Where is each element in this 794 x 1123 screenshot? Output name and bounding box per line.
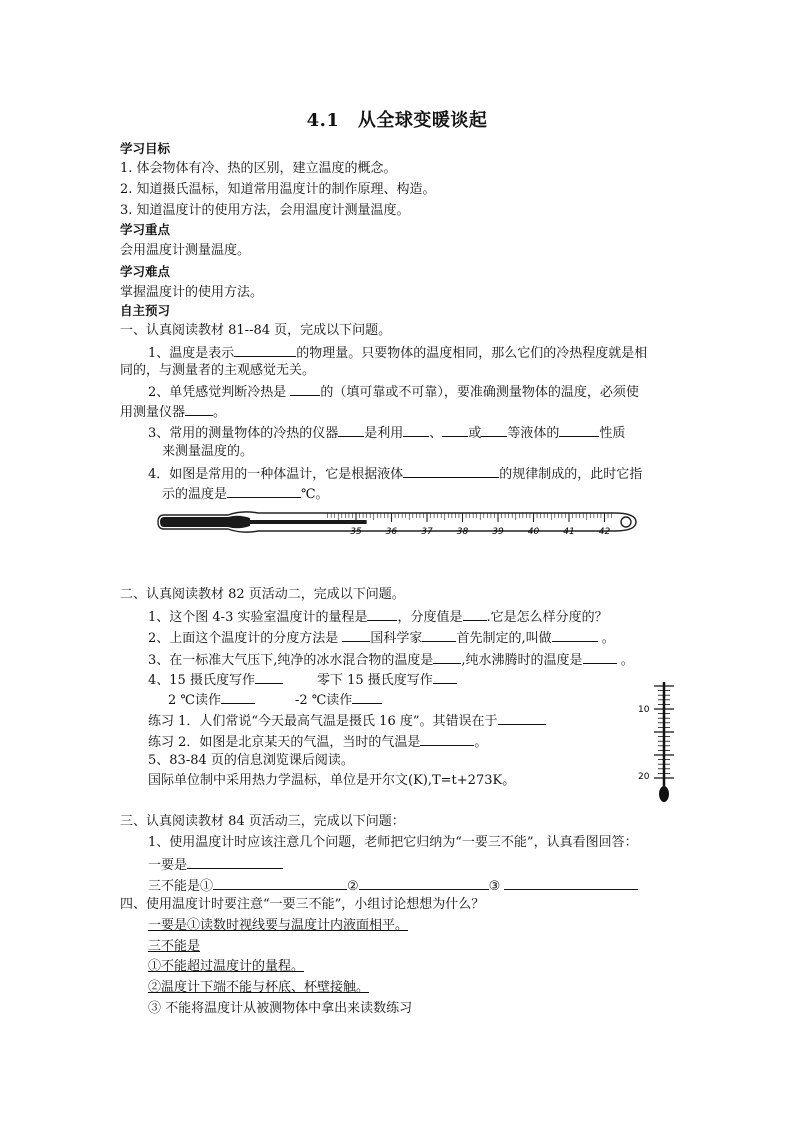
answer-blank[interactable] — [433, 650, 461, 664]
answer-blank[interactable] — [338, 423, 364, 437]
answer-blank[interactable] — [187, 855, 283, 869]
thermometer-bulb — [160, 516, 250, 529]
difficulty-heading: 学习难点 — [120, 264, 171, 279]
answer-blank[interactable] — [290, 382, 320, 396]
answer-blank[interactable] — [433, 670, 457, 684]
answer-blank[interactable] — [367, 607, 397, 621]
section2-heading: 二、认真阅读教材 82 页活动二，完成以下问题。 — [120, 587, 405, 602]
tick-label-39: 39 — [492, 527, 504, 537]
s4-line4: ②温度计下端不能与杯底、杯壁接触。 — [148, 980, 370, 995]
s4-line5: ③ 不能将温度计从被测物体中拿出来读数练习 — [148, 1001, 413, 1016]
clinical-thermometer-figure — [158, 505, 644, 541]
tick-marks — [654, 686, 674, 778]
answer-blank[interactable] — [359, 876, 489, 890]
answer-blank[interactable] — [583, 650, 617, 664]
tick-label-36: 36 — [385, 527, 398, 537]
s2-exercise2: 练习 2．如图是北京某天的气温，当时的气温是 。 — [148, 732, 487, 752]
s1-q4-line1: 4．如图是常用的一种体温计，它是根据液体 的规律制成的，此时它指 — [148, 464, 642, 484]
thermometer-cap — [621, 517, 631, 527]
s2-kelvin-note: 国际单位制中采用热力学温标，单位是开尔文(K),T=t+273K。 — [148, 773, 516, 788]
s3-one-requirement: 一要是 — [148, 855, 283, 875]
answer-blank[interactable] — [403, 464, 499, 478]
s2-q5: 5、83-84 页的信息浏览课后阅读。 — [148, 753, 354, 768]
answer-blank[interactable] — [234, 343, 296, 357]
s4-line3: ①不能超过温度计的量程。 — [148, 959, 305, 974]
answer-blank[interactable] — [255, 670, 283, 684]
section3-heading: 三、认真阅读教材 84 页活动三，完成以下问题： — [120, 814, 405, 829]
key-point-text: 会用温度计测量温度。 — [120, 243, 251, 258]
answer-blank[interactable] — [498, 711, 546, 725]
objectives-heading: 学习目标 — [120, 141, 171, 156]
s3-three-prohibitions: 三不能是① ② ③ — [148, 876, 638, 896]
answer-blank[interactable] — [185, 402, 213, 416]
s1-q3-line2: 来测量温度的。 — [162, 444, 254, 459]
s1-q1-line2: 同的，与测量者的主观感觉无关。 — [120, 363, 316, 378]
thermometer-bulb — [659, 786, 669, 802]
s2-exercise1: 练习 1．人们常说“今天最高气温是摄氏 16 度”。其错误在于 — [148, 711, 546, 731]
answer-blank[interactable] — [481, 423, 507, 437]
answer-blank[interactable] — [403, 423, 429, 437]
weather-thermometer-figure — [634, 680, 684, 804]
answer-blank[interactable] — [221, 690, 255, 704]
s2-q3: 3、在一标准大气压下,纯净的冰水混合物的温度是 ,纯水沸腾时的温度是 。 — [148, 650, 634, 670]
mercury-column — [248, 520, 367, 524]
tick-label-37: 37 — [421, 527, 433, 537]
answer-blank[interactable] — [342, 628, 370, 642]
s4-line1: 一要是①读数时视线要与温度计内液面相平。 — [148, 918, 409, 933]
objective-item: 1. 体会物体有冷、热的区别，建立温度的概念。 — [120, 161, 397, 176]
answer-blank[interactable] — [559, 423, 599, 437]
s4-line2: 三不能是 — [148, 939, 201, 954]
objective-item: 2. 知道摄氏温标，知道常用温度计的制作原理、构造。 — [120, 182, 436, 197]
tick-label-42: 42 — [598, 527, 611, 537]
answer-blank[interactable] — [422, 628, 456, 642]
scale-label-20: 20 — [638, 772, 650, 782]
answer-blank[interactable] — [227, 484, 301, 498]
answer-blank[interactable] — [504, 876, 638, 890]
s1-q4-line2: 示的温度是 ℃。 — [162, 484, 329, 504]
difficulty-text: 掌握温度计的使用方法。 — [120, 285, 264, 300]
s1-q2-line1: 2、单凭感觉判断冷热是 的（填可靠或不可靠），要准确测量物体的温度，必须使 — [148, 382, 639, 402]
s1-q1-line1: 1、温度是表示 的物理量。只要物体的温度相同，那么它们的冷热程度就是相 — [148, 343, 647, 363]
section4-heading: 四、使用温度计时要注意“一要三不能”，小组讨论想想为什么？ — [120, 897, 485, 912]
s1-q2-line2: 用测量仪器 。 — [120, 402, 226, 422]
preview-heading: 自主预习 — [120, 303, 171, 318]
answer-blank[interactable] — [213, 876, 347, 890]
s2-q2: 2、上面这个温度计的分度方法是 国科学家 首先制定的,叫做 。 — [148, 628, 615, 648]
answer-blank[interactable] — [463, 607, 487, 621]
answer-blank[interactable] — [420, 732, 474, 746]
answer-blank[interactable] — [552, 628, 598, 642]
key-point-heading: 学习重点 — [120, 222, 171, 237]
tick-label-41: 41 — [563, 527, 575, 537]
s2-q1: 1、这个图 4-3 实验室温度计的量程是 ，分度值是 .它是怎么样分度的？ — [148, 607, 608, 627]
page-title: 4.1 从全球变暖谈起 — [306, 110, 488, 131]
scale-label-10: 10 — [638, 705, 650, 715]
s2-q4b: 2 ℃读作 -2 ℃读作 — [168, 690, 382, 710]
tick-label-38: 38 — [456, 527, 469, 537]
s3-q1: 1、使用温度计时应该注意几个问题，老师把它归纳为“一要三不能”，认真看图回答： — [148, 835, 638, 850]
tick-label-35: 35 — [350, 527, 362, 537]
objective-item: 3. 知道温度计的使用方法，会用温度计测量温度。 — [120, 203, 410, 218]
answer-blank[interactable] — [352, 690, 382, 704]
s1-q3-line1: 3、常用的测量物体的冷热的仪器 是利用 、 或 等液体的 性质 — [148, 423, 625, 443]
s2-q4: 4、15 摄氏度写作 零下 15 摄氏度写作 — [148, 670, 457, 690]
tick-label-40: 40 — [527, 527, 540, 537]
section1-heading: 一、认真阅读教材 81--84 页，完成以下问题。 — [120, 323, 392, 338]
answer-blank[interactable] — [442, 423, 468, 437]
